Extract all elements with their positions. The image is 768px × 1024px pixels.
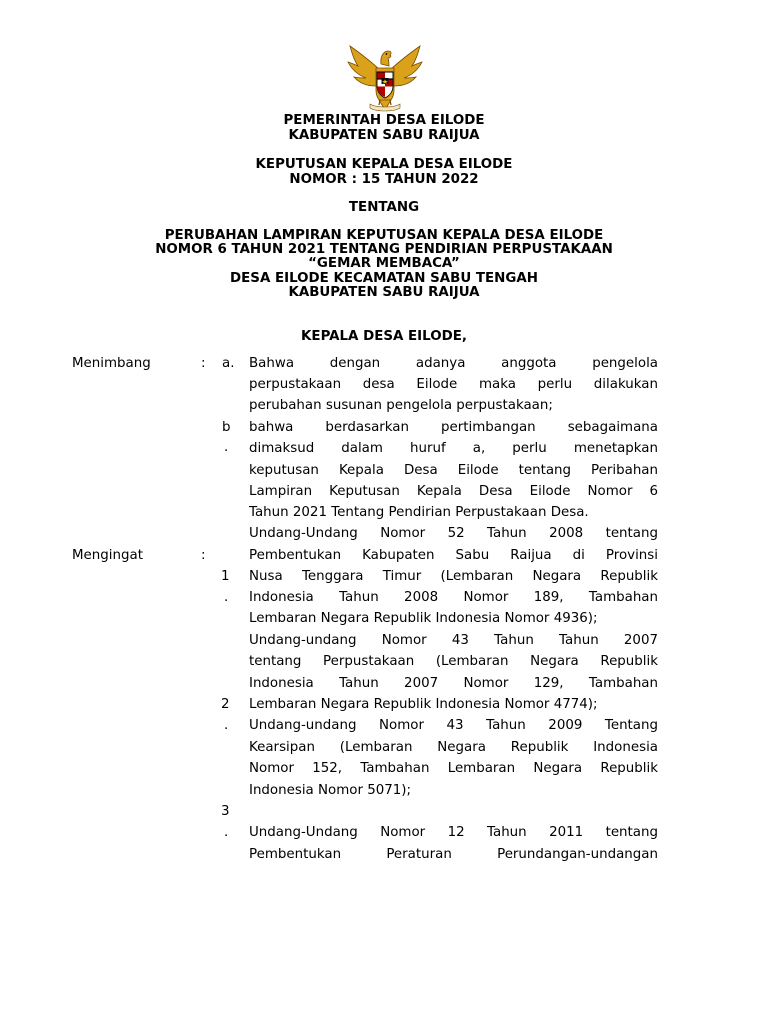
menimbang-a-line-1: Bahwa dengan adanya anggota pengelola [249,356,658,371]
menimbang-b-line-3: keputusan Kepala Desa Eilode tentang Peribahan [249,463,658,478]
menimbang-b-line-2: dimaksud dalam huruf a, perlu menetapkan [249,441,658,456]
subject-line-5: KABUPATEN SABU RAIJUA [288,285,480,300]
mengingat-4-line-1: Undang-Undang Nomor 12 Tahun 2011 tentang [249,825,658,840]
subject-line-2: NOMOR 6 TAHUN 2021 TENTANG PENDIRIAN PERPUSTAKAAN [155,242,613,257]
garuda-emblem-icon [346,42,424,114]
header-line-2: KABUPATEN SABU RAIJUA [288,128,480,143]
about-heading: TENTANG [348,200,420,215]
mengingat-3-line-4: Indonesia Nomor 5071); [249,783,412,798]
marker-1: 1 [221,569,230,584]
mengingat-2-line-3: Indonesia Tahun 2007 Nomor 129, Tambahan [249,676,658,691]
mengingat-3-line-2: Kearsipan (Lembaran Negara Republik Indonesia [249,740,658,755]
mengingat-label: Mengingat [72,548,143,563]
menimbang-label: Menimbang [72,356,151,371]
marker-3-dot: . [224,825,229,840]
mengingat-2-line-1: Undang-undang Nomor 43 Tahun Tahun 2007 [249,633,658,648]
marker-2: 2 [221,697,230,712]
mengingat-colon: : [201,548,206,563]
mengingat-1-line-2: Pembentukan Kabupaten Sabu Raijua di Provinsi [249,548,658,563]
marker-1-dot: . [224,590,229,605]
mengingat-3-line-3: Nomor 152, Tambahan Lembaran Negara Republik [249,761,658,776]
mengingat-1-line-3: Nusa Tenggara Timur (Lembaran Negara Republik [249,569,658,584]
menimbang-a-line-3: perubahan susunan pengelola perpustakaan; [249,398,553,413]
mengingat-3-line-1: Undang-undang Nomor 43 Tahun 2009 Tentang [249,718,658,733]
mengingat-1-line-5: Lembaran Negara Republik Indonesia Nomor 4936); [249,611,598,626]
mengingat-2-line-2: tentang Perpustakaan (Lembaran Negara Republik [249,654,658,669]
header-line-1: PEMERINTAH DESA EILODE [283,113,485,128]
marker-b: b [222,420,231,435]
marker-3: 3 [221,804,230,819]
mengingat-1-line-1: Undang-Undang Nomor 52 Tahun 2008 tentang [249,526,658,541]
authority-heading: KEPALA DESA EILODE, [301,329,467,344]
mengingat-4-line-2: Pembentukan Peraturan Perundangan-undangan [249,847,658,862]
marker-b-dot: . [224,440,229,455]
subject-line-1: PERUBAHAN LAMPIRAN KEPUTUSAN KEPALA DESA EILODE [164,228,604,243]
menimbang-b-line-5: Tahun 2021 Tentang Pendirian Perpustakaan Desa. [249,505,589,520]
mengingat-1-line-4: Indonesia Tahun 2008 Nomor 189, Tambahan [249,590,658,605]
marker-a: a. [222,356,235,371]
menimbang-b-line-4: Lampiran Keputusan Kepala Desa Eilode Nomor 6 [249,484,658,499]
decree-title: KEPUTUSAN KEPALA DESA EILODE [255,157,513,172]
menimbang-colon: : [201,356,206,371]
decree-number: NOMOR : 15 TAHUN 2022 [289,172,479,187]
menimbang-a-line-2: perpustakaan desa Eilode maka perlu dilakukan [249,377,658,392]
marker-2-dot: . [224,718,229,733]
mengingat-2-line-4: Lembaran Negara Republik Indonesia Nomor 4774); [249,697,598,712]
subject-line-4: DESA EILODE KECAMATAN SABU TENGAH [230,271,538,286]
menimbang-b-line-1: bahwa berdasarkan pertimbangan sebagaimana [249,420,658,435]
subject-line-3: “GEMAR MEMBACA” [308,256,460,271]
